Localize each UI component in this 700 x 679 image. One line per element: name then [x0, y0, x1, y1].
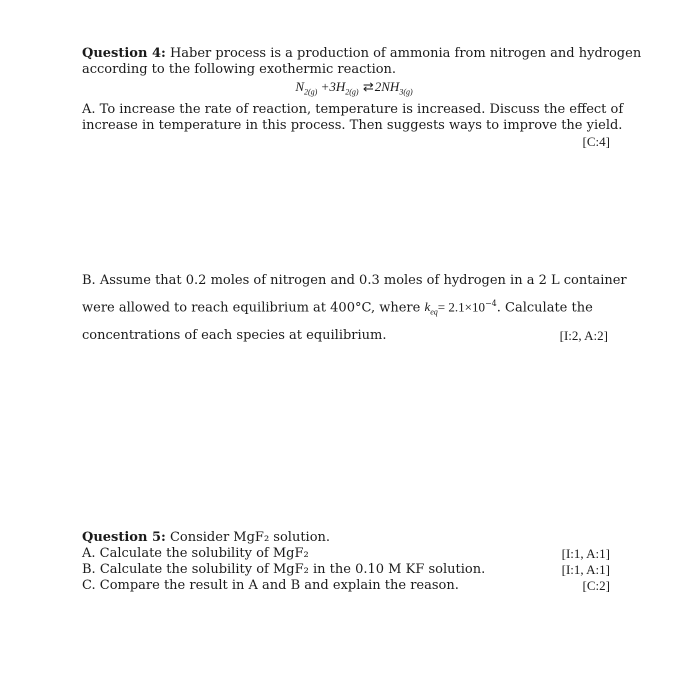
q5-partB-marks: [I:1, A:1]	[561, 562, 610, 577]
q5-partA-marks: [I:1, A:1]	[561, 546, 610, 561]
q5-partB-row	[82, 562, 616, 578]
q4-partB-marks: [I:2, A:2]	[559, 327, 608, 343]
q4-partB-line2-pre: were allowed to reach equilibrium at 400°C, where	[82, 300, 421, 316]
q5-partC: C. Compare the result in A and B and explain the reason.	[82, 578, 459, 593]
q5-partB: B. Calculate the solubility of MgF₂ in the 0.10 M KF solution.	[82, 562, 486, 577]
k-eq-exponent: −4	[484, 299, 497, 308]
q4-partB-line3	[82, 328, 616, 344]
question-4-part-b	[82, 273, 627, 344]
eq-n2: N	[295, 79, 305, 94]
k-subscript: eq	[430, 307, 438, 317]
question-4	[82, 46, 642, 150]
q5-partC-row	[82, 578, 616, 594]
q4-partB-line2-post: . Calculate the	[496, 300, 593, 316]
q4-partA-line1: A. To increase the rate of reaction, temperature is increased. Discuss the effect of	[82, 101, 624, 117]
q4-intro-text: Haber process is a production of ammonia from nitrogen and hydrogen	[169, 46, 642, 61]
q4-intro-line1	[82, 46, 642, 62]
k-eq-value: = 2.1×10	[437, 299, 485, 315]
q4-partA-marks: [C:4]	[582, 133, 610, 149]
q4-intro-line2: according to the following exothermic reaction.	[82, 62, 397, 77]
eq-nh3-sub: 3(g)	[399, 87, 413, 97]
q4-title: Question 4:	[82, 46, 166, 61]
q5-partA-row	[82, 546, 616, 562]
q4-partB-line1: B. Assume that 0.2 moles of nitrogen and 0.3 moles of hydrogen in a 2 L container	[82, 273, 627, 288]
q4-partB-line3-text: concentrations of each species at equilibrium.	[82, 327, 387, 343]
q4-partB-line2	[82, 296, 616, 321]
q5-partC-marks: [C:2]	[582, 578, 610, 593]
k-symbol: k	[424, 299, 431, 315]
equilibrium-arrow-icon: ⇄	[362, 79, 374, 94]
q4-partA-marks-row	[82, 134, 616, 150]
q5-title: Question 5:	[82, 530, 166, 545]
eq-h2-sub: 2(g)	[345, 87, 359, 97]
q4-partA-line2: increase in temperature in this process. Then suggests ways to improve the yield.	[82, 117, 623, 133]
k-eq-symbol	[424, 299, 438, 317]
q5-intro-text: Consider MgF₂ solution.	[169, 530, 331, 545]
question-5	[82, 530, 616, 594]
reaction-equation	[82, 79, 616, 101]
eq-plus-h2: +3H	[320, 79, 346, 94]
eq-nh3: 2NH	[374, 79, 400, 94]
q5-partA: A. Calculate the solubility of MgF₂	[82, 546, 309, 561]
eq-n2-sub: 2(g)	[304, 87, 318, 97]
q5-intro	[82, 530, 616, 546]
